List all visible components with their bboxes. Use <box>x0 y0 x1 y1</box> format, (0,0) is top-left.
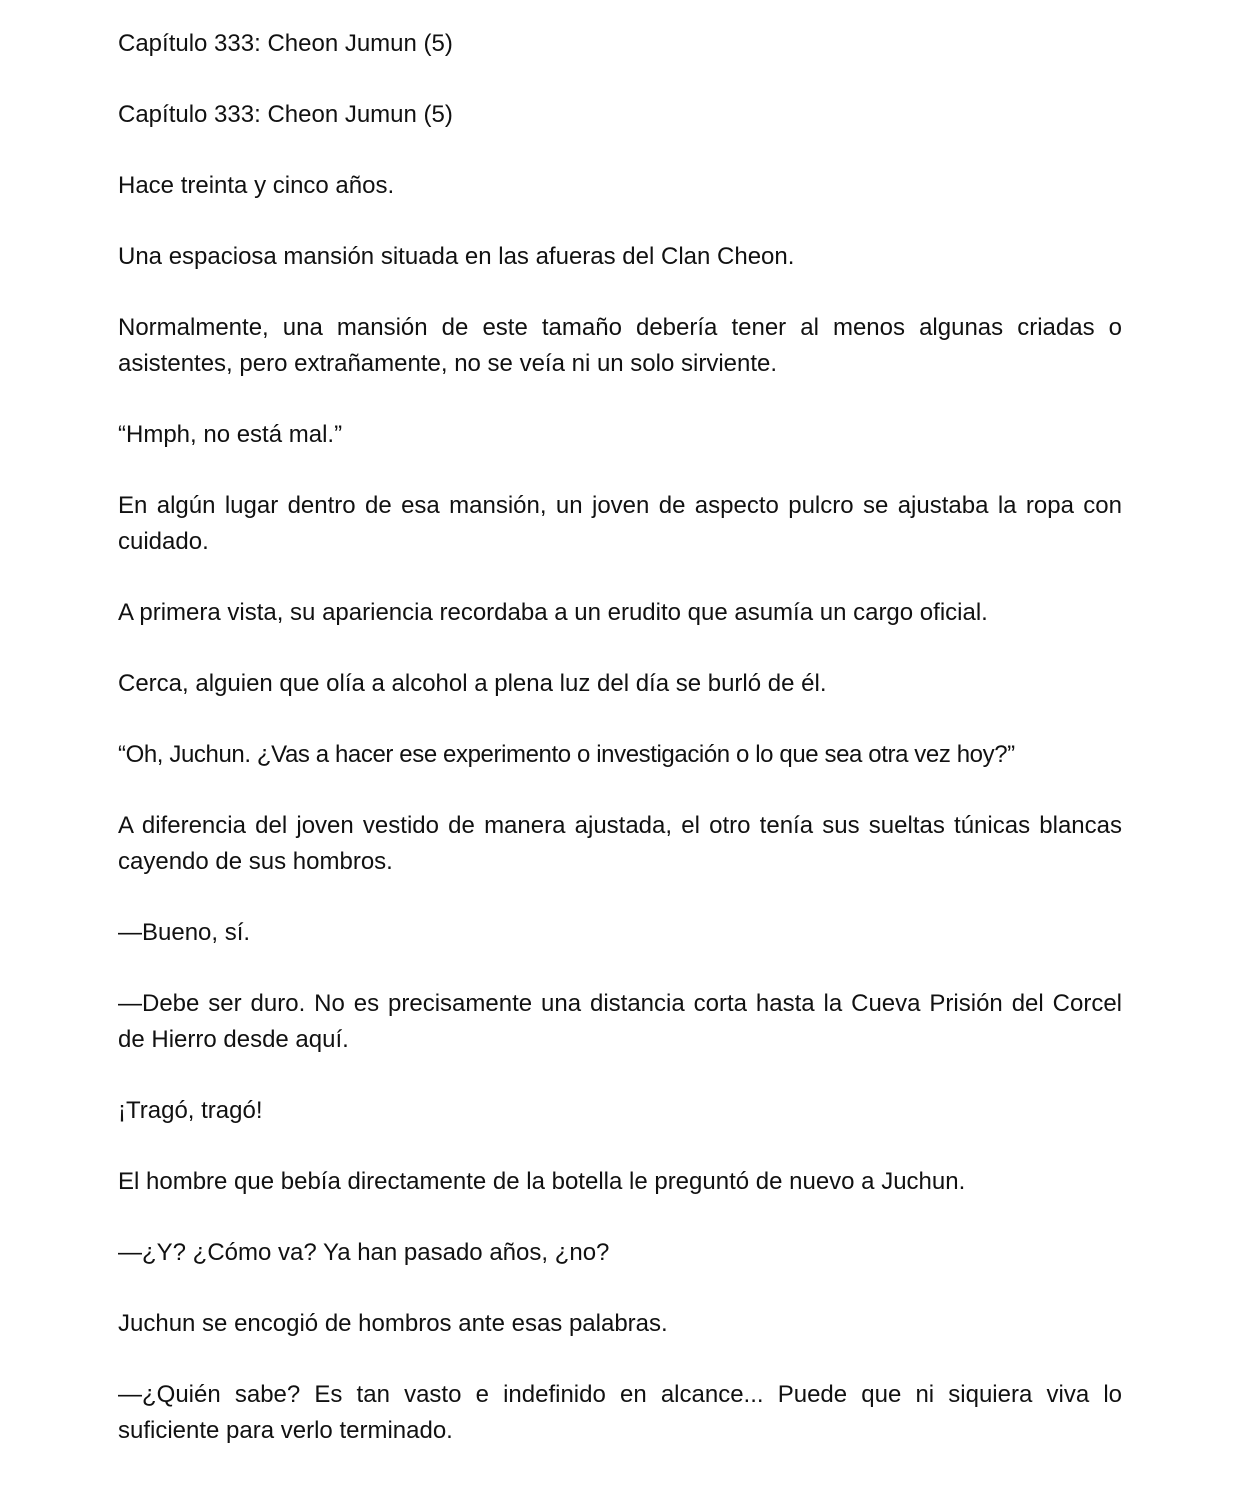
dialogue-line: “Oh, Juchun. ¿Vas a hacer ese experimento o investigación o lo que sea otra vez hoy?” <box>118 741 1015 768</box>
dialogue-line: “Hmph, no está mal.” <box>118 421 343 448</box>
document-body <box>118 26 1122 1484</box>
dialogue-line: —Bueno, sí. <box>118 919 251 946</box>
paragraph: Una espaciosa mansión situada en las afueras del Clan Cheon. <box>118 243 795 270</box>
dialogue-line: —¿Quién sabe? Es tan vasto e indefinido en alcance... Puede que ni siquiera viva lo suficiente para verlo terminado. <box>118 1381 1122 1444</box>
paragraph: El hombre que bebía directamente de la botella le preguntó de nuevo a Juchun. <box>118 1168 966 1195</box>
paragraph: A diferencia del joven vestido de manera ajustada, el otro tenía sus sueltas túnicas blancas cayendo de sus hombros. <box>118 812 1122 875</box>
chapter-heading: Capítulo 333: Cheon Jumun (5) <box>118 30 453 57</box>
paragraph: Cerca, alguien que olía a alcohol a plena luz del día se burló de él. <box>118 670 827 697</box>
chapter-heading-repeat: Capítulo 333: Cheon Jumun (5) <box>118 101 453 128</box>
sound-effect-line: ¡Tragó, tragó! <box>118 1097 263 1124</box>
paragraph: A primera vista, su apariencia recordaba a un erudito que asumía un cargo oficial. <box>118 599 988 626</box>
dialogue-line: —Debe ser duro. No es precisamente una distancia corta hasta la Cueva Prisión del Corcel de Hierro desde aquí. <box>118 990 1122 1053</box>
dialogue-line: —¿Y? ¿Cómo va? Ya han pasado años, ¿no? <box>118 1239 610 1266</box>
paragraph: Normalmente, una mansión de este tamaño debería tener al menos algunas criadas o asistentes, pero extrañamente, no se veía ni un solo sirviente. <box>118 314 1122 377</box>
paragraph: Hace treinta y cinco años. <box>118 172 395 199</box>
paragraph: En algún lugar dentro de esa mansión, un joven de aspecto pulcro se ajustaba la ropa con cuidado. <box>118 492 1122 555</box>
paragraph: Juchun se encogió de hombros ante esas palabras. <box>118 1310 668 1337</box>
